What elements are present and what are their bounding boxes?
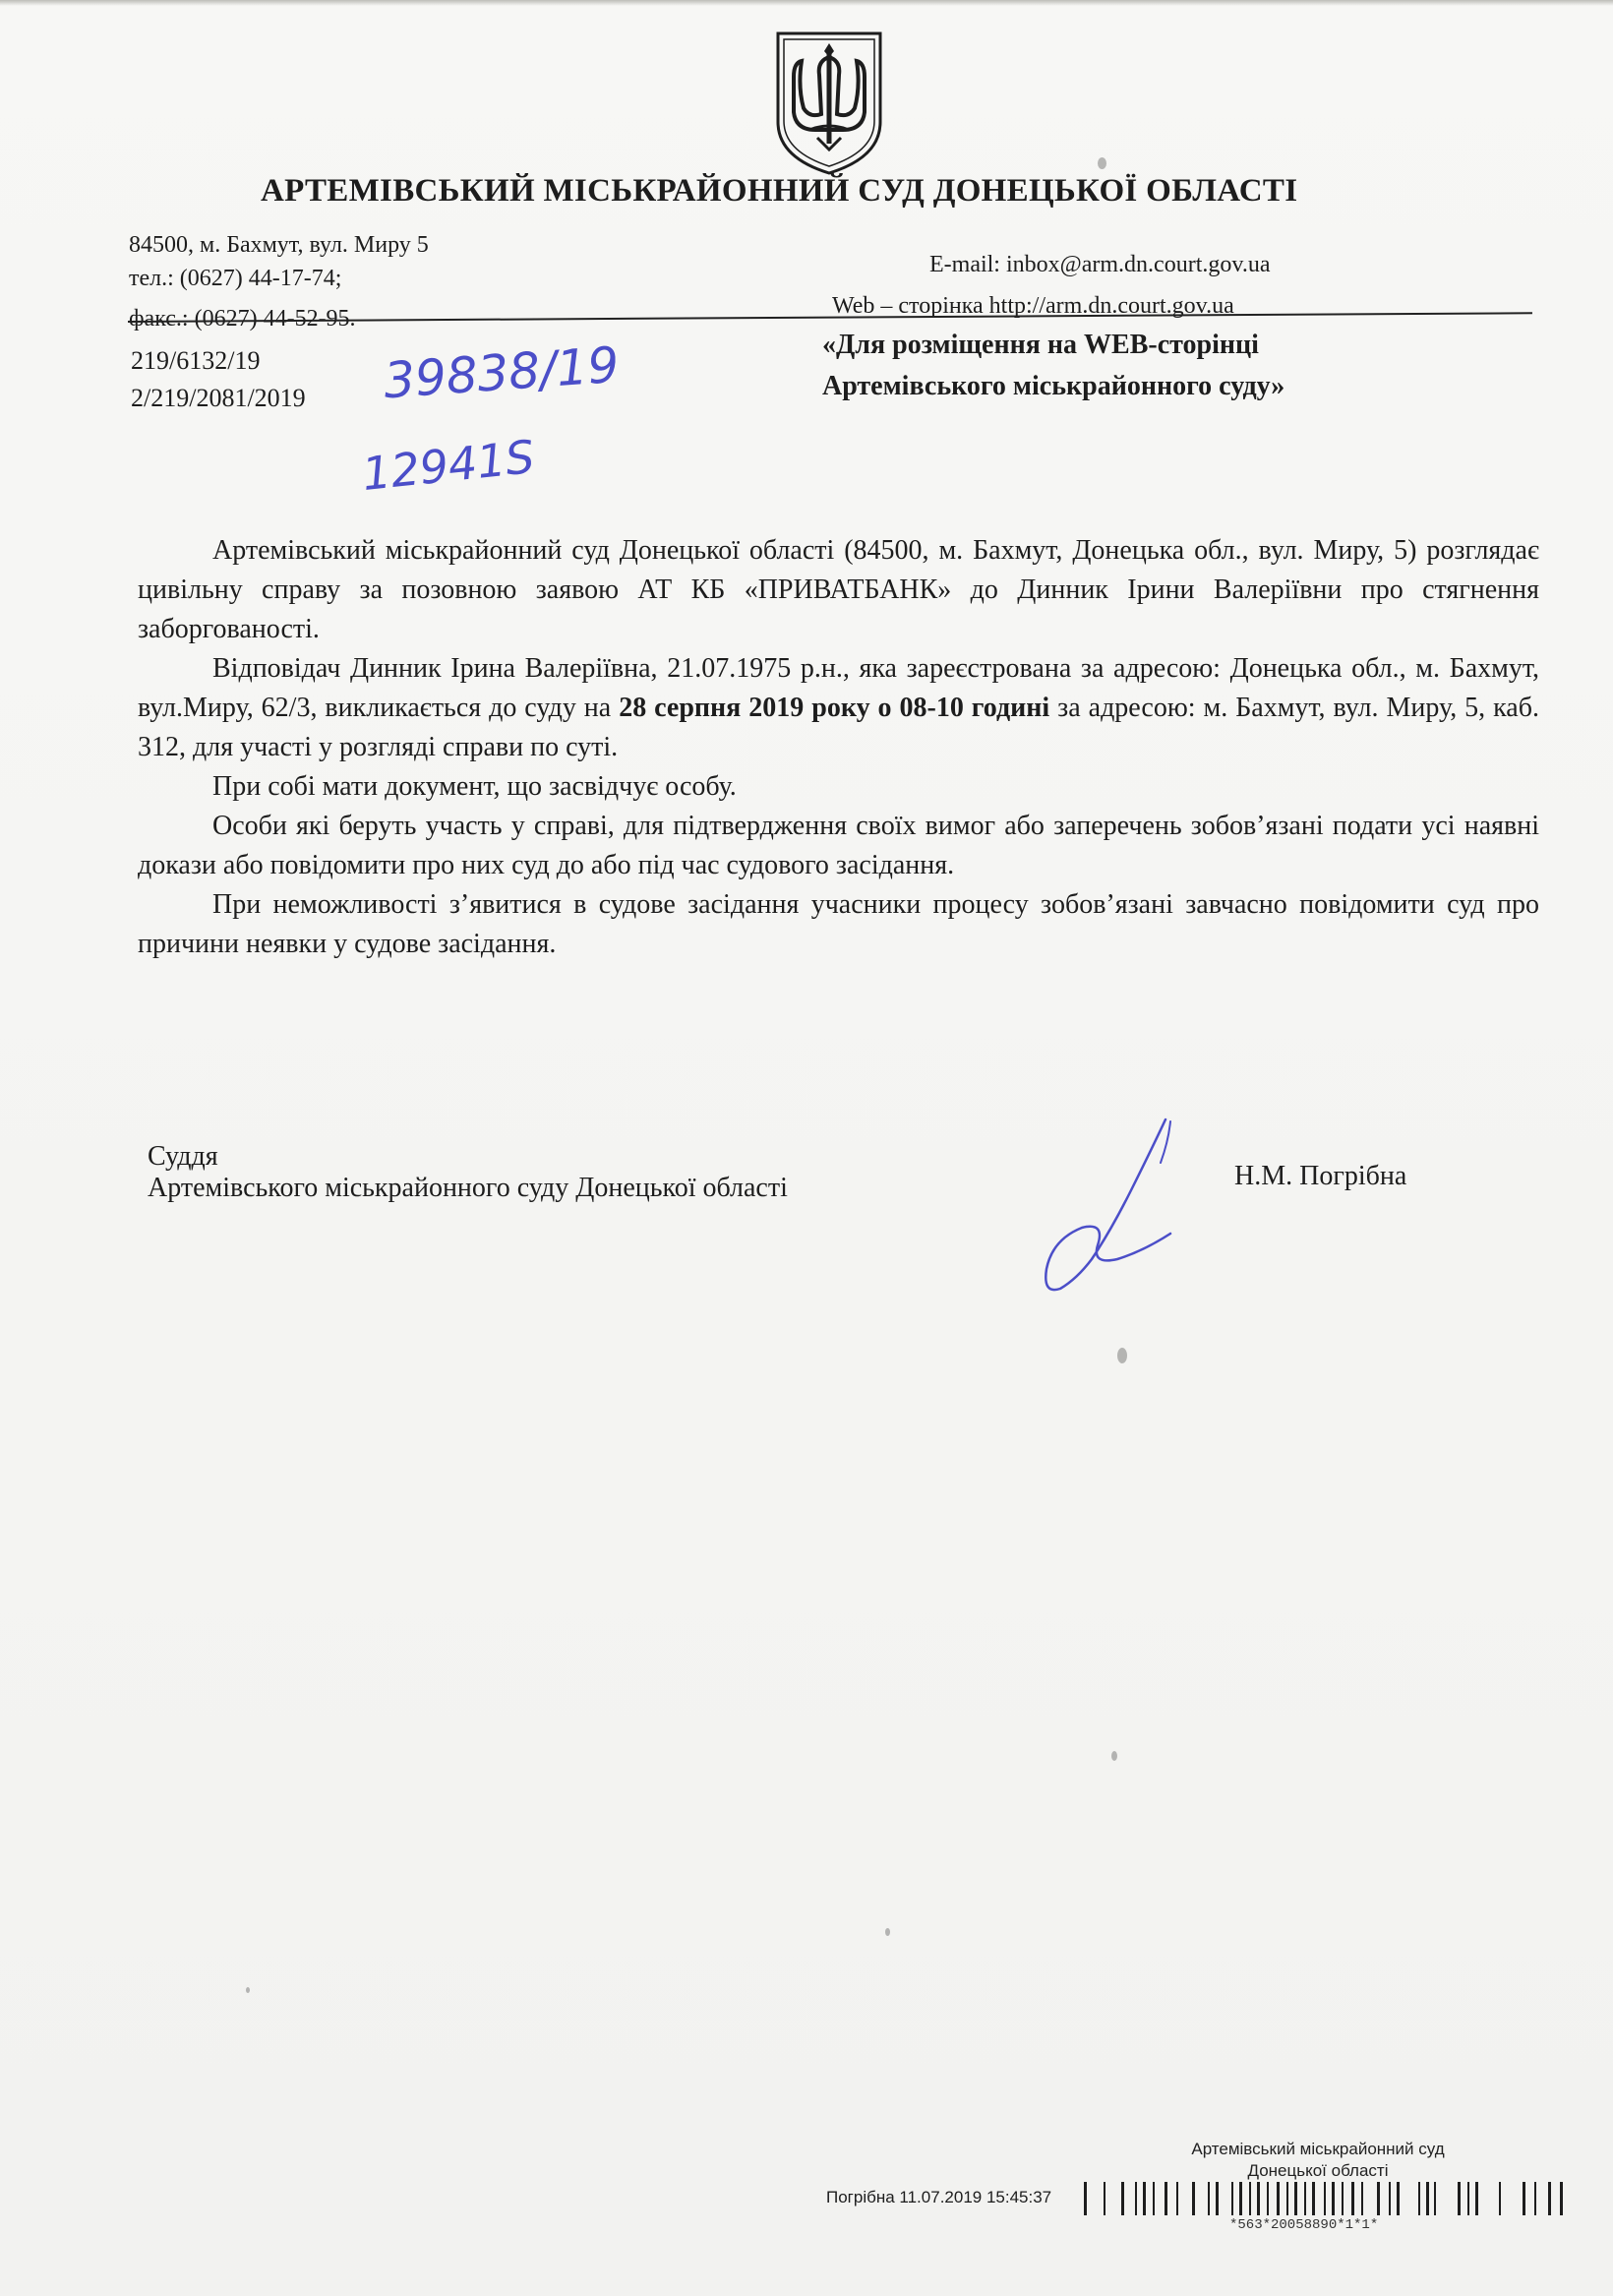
scan-speck xyxy=(885,1928,890,1936)
proceeding-number: 2/219/2081/2019 xyxy=(131,384,306,412)
stamp-court-line-2: Донецької області xyxy=(1247,2161,1389,2180)
barcode-number: *563*20058890*1*1* xyxy=(1229,2217,1379,2233)
handwritten-signature xyxy=(1023,1112,1220,1308)
case-number: 219/6132/19 xyxy=(131,346,261,375)
summons-body xyxy=(138,531,1539,964)
paragraph-evidence: Особи які беруть участь у справі, для підтвердження своїх вимог або заперечень зобов’язані подати усі наявні докази або повідомити про них суд до або під час судового засідання. xyxy=(138,811,1539,880)
scan-speck xyxy=(246,1987,250,1993)
scan-speck xyxy=(1098,157,1106,169)
signature-court: Артемівського міськрайонного суду Донецької області xyxy=(148,1173,788,1203)
notice-line-2: Артемівського міськрайонного суду» xyxy=(822,371,1285,401)
paragraph-absence-notice: При неможливості з’явитися в судове засідання учасники процесу зобов’язані завчасно повідомити суд про причини неявки у судове засідання. xyxy=(138,889,1539,959)
stamp-court-line-1: Артемівський міськрайонний суд xyxy=(1191,2140,1445,2158)
court-phone: тел.: (0627) 44-17-74; xyxy=(129,266,342,291)
court-fax: факс.: (0627) 44-52-95. xyxy=(129,306,356,332)
paragraph-defendant-summons xyxy=(138,649,1539,767)
scan-speck xyxy=(1117,1348,1127,1363)
registration-stamp-court xyxy=(1151,2139,1485,2182)
signature-role: Суддя xyxy=(148,1141,218,1172)
handwritten-incoming-number: 12941S xyxy=(359,429,537,502)
court-address: 84500, м. Бахмут, вул. Миру 5 xyxy=(129,232,429,258)
hearing-datetime: 28 серпня 2019 року о 08-10 годині xyxy=(619,693,1050,723)
paragraph-identity-document: При собі мати документ, що засвідчує особу. xyxy=(212,771,737,802)
summons-text-end: за адресою: м. Бахмут, вул. Миру, 5, каб. 312, для участі у розгляді справи по суті. xyxy=(138,693,1539,762)
court-email: E-mail: inbox@arm.dn.court.gov.ua xyxy=(929,252,1271,277)
notice-line-1: «Для розміщення на WEB-сторінці xyxy=(822,330,1259,360)
handwritten-registration-number: 39838/19 xyxy=(382,335,622,410)
paragraph-case-description: Артемівський міськрайонний суд Донецької області (84500, м. Бахмут, Донецька обл., вул. Миру, 5) розглядає цивільну справу за позовною заявою АТ КБ «ПРИВАТБАНК» до Динник Ірини Валеріївни про стягнення заборгованості. xyxy=(138,535,1539,644)
judge-name: Н.М. Погрібна xyxy=(1234,1161,1407,1191)
barcode xyxy=(1084,2182,1566,2215)
summons-text-start: Відповідач Динник Ірина Валеріївна, 21.07.1975 р.н., яка зареєстрована за адресою: Донецька обл., м. Бахмут, вул.Миру, 62/3, викликається до суду на xyxy=(138,653,1539,723)
scan-edge xyxy=(0,0,1613,6)
court-website: Web – сторінка http://arm.dn.court.gov.ua xyxy=(832,293,1234,319)
court-title: АРТЕМІВСЬКИЙ МІСЬКРАЙОННИЙ СУД ДОНЕЦЬКОЇ ОБЛАСТІ xyxy=(261,173,1298,209)
scan-speck xyxy=(1111,1751,1117,1761)
coat-of-arms-icon xyxy=(770,28,888,177)
registration-stamp-date: Погрібна 11.07.2019 15:45:37 xyxy=(826,2188,1052,2206)
web-publication-notice xyxy=(822,325,1530,407)
